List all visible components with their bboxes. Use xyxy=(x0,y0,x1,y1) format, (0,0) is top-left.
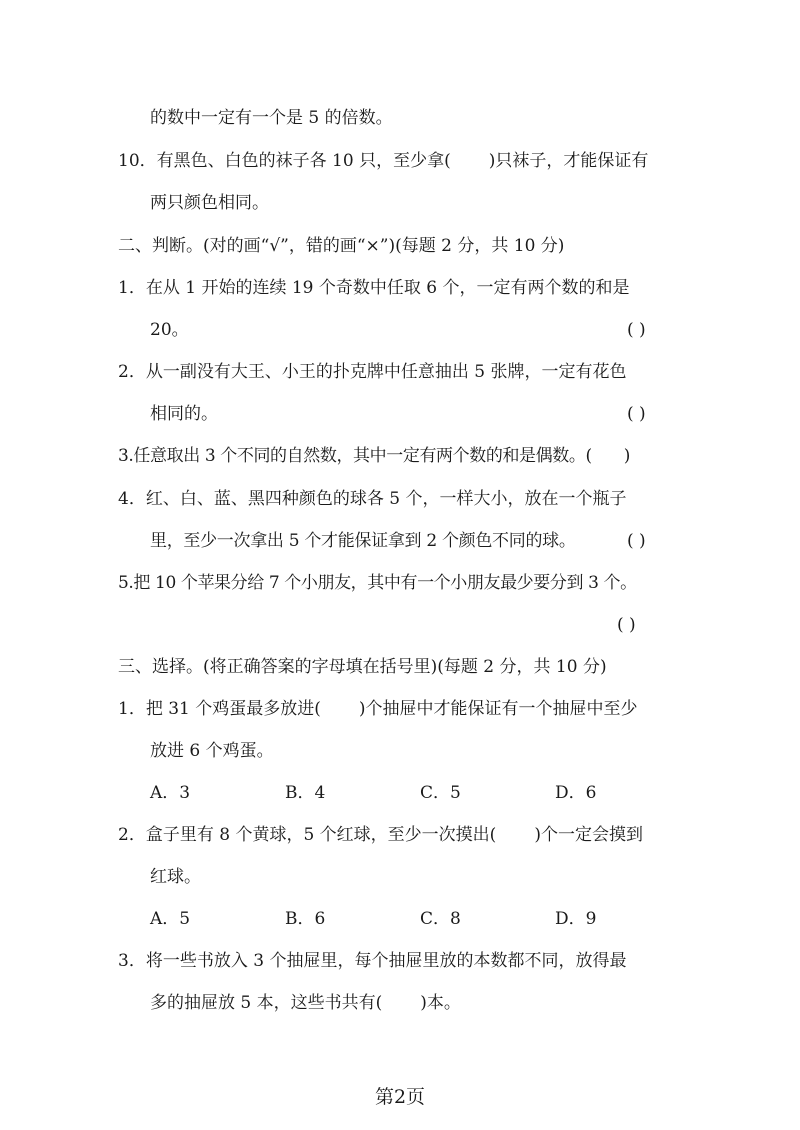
choice-item-2-line2: 红球。 xyxy=(150,867,201,887)
question-number: 10． xyxy=(118,151,157,171)
question-number: 3. xyxy=(118,446,134,466)
judge-item-5-line1 xyxy=(118,571,637,595)
question-number: 2． xyxy=(118,362,146,382)
continuation-text: 的数中一定有一个是 5 的倍数。 xyxy=(150,108,393,128)
question-text: 将一些书放入 3 个抽屉里，每个抽屉里放的本数都不同，放得最 xyxy=(145,951,627,971)
page-number: 第2页 xyxy=(374,1086,426,1108)
question-text: 任意取出 3 个不同的自然数，其中一定有两个数的和是偶数。( xyxy=(133,446,592,466)
question-text: )个一定会摸到 xyxy=(534,825,643,845)
question-text: 把 31 个鸡蛋最多放进( xyxy=(145,699,321,719)
judge-item-4-line2: 里，至少一次拿出 5 个才能保证拿到 2 个颜色不同的球。 xyxy=(150,531,576,551)
option-a[interactable]: A．5 xyxy=(150,909,191,929)
question-text: 盒子里有 8 个黄球，5 个红球，至少一次摸出( xyxy=(145,825,497,845)
question-number: 5. xyxy=(118,573,134,593)
answer-paren[interactable]: ( ) xyxy=(627,320,646,340)
question-text: 从一副没有大王、小王的扑克牌中任意抽出 5 张牌，一定有花色 xyxy=(145,362,627,382)
section-heading-choice: 三、选择。(将正确答案的字母填在括号里)(每题 2 分，共 10 分) xyxy=(118,657,607,677)
answer-paren[interactable]: ( ) xyxy=(627,404,646,424)
option-c[interactable]: C．5 xyxy=(420,783,461,803)
choice-item-1-line1 xyxy=(118,697,638,721)
option-a[interactable]: A．3 xyxy=(150,783,191,803)
question-text: 有黑色、白色的袜子各 10 只，至少拿( xyxy=(156,151,451,171)
judge-item-3-line1 xyxy=(118,444,630,468)
question-number: 1． xyxy=(118,278,146,298)
question-number: 4． xyxy=(118,489,146,509)
judge-item-2-line2: 相同的。 xyxy=(150,404,218,424)
option-d[interactable]: D．9 xyxy=(555,909,597,929)
option-b[interactable]: B．6 xyxy=(285,909,326,929)
question-10-line2: 两只颜色相同。 xyxy=(150,193,269,213)
question-text: )个抽屉中才能保证有一个抽屉中至少 xyxy=(358,699,638,719)
choice-item-3-line1 xyxy=(118,949,626,973)
choice-item-2-line1 xyxy=(118,823,643,847)
question-text: 红、白、蓝、黑四种颜色的球各 5 个，一样大小，放在一个瓶子 xyxy=(145,489,627,509)
question-text: 在从 1 开始的连续 19 个奇数中任取 6 个，一定有两个数的和是 xyxy=(145,278,630,298)
question-text: )本。 xyxy=(420,993,461,1013)
judge-item-1-line2: 20。 xyxy=(150,320,189,340)
judge-item-4-line1 xyxy=(118,487,626,511)
choice-item-1-line2: 放进 6 个鸡蛋。 xyxy=(150,741,274,761)
question-text: )只袜子，才能保证有 xyxy=(488,151,649,171)
section-heading-judge: 二、判断。(对的画“√”，错的画“×”)(每题 2 分，共 10 分) xyxy=(118,236,565,256)
question-number: 1． xyxy=(118,699,146,719)
paren-close: ) xyxy=(623,446,630,466)
question-text: 把 10 个苹果分给 7 个小朋友，其中有一个小朋友最少要分到 3 个。 xyxy=(133,573,637,593)
judge-item-1-line1 xyxy=(118,276,630,300)
judge-item-2-line1 xyxy=(118,360,626,384)
question-number: 2． xyxy=(118,825,146,845)
option-d[interactable]: D．6 xyxy=(555,783,597,803)
choice-item-3-line2 xyxy=(150,991,461,1015)
option-b[interactable]: B．4 xyxy=(285,783,326,803)
answer-paren[interactable]: ( ) xyxy=(617,615,636,635)
question-10-line1 xyxy=(118,149,648,173)
question-text: 多的抽屉放 5 本，这些书共有( xyxy=(150,993,383,1013)
answer-paren[interactable]: ( ) xyxy=(627,531,646,551)
question-number: 3． xyxy=(118,951,146,971)
option-c[interactable]: C．8 xyxy=(420,909,461,929)
